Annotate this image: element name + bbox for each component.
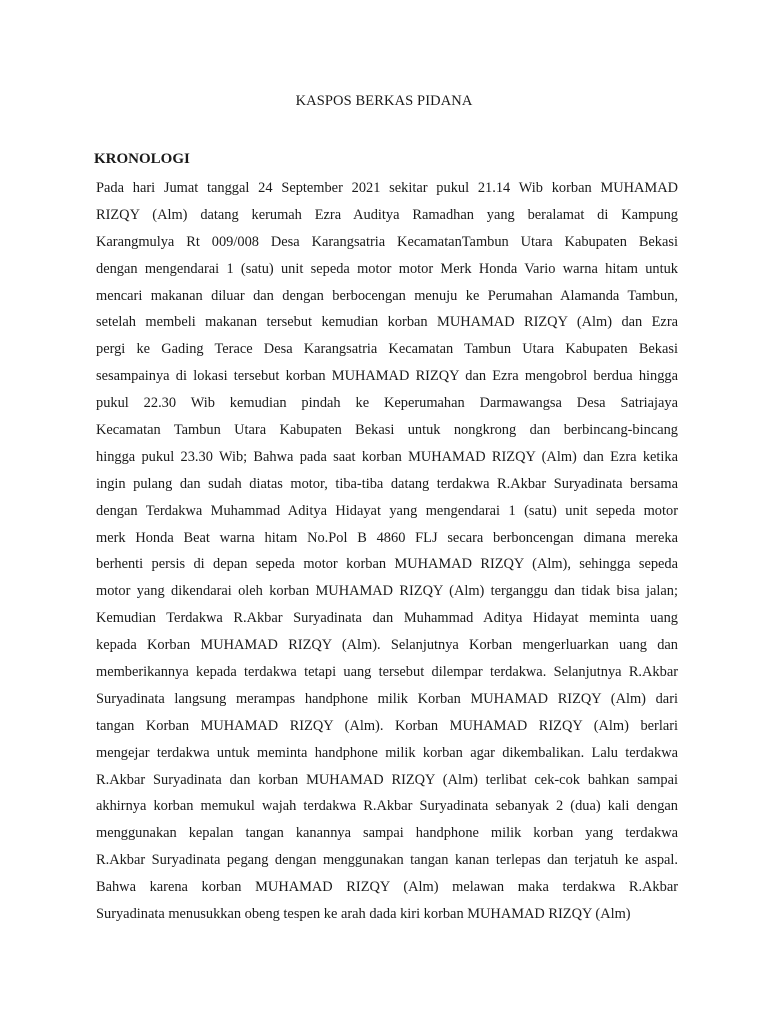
paragraph-line: memberikannya kepada terdakwa tetapi uang tersebut dilempar terdakwa. Selanjutnya R.Akbar [96,664,678,681]
paragraph-line: hingga pukul 23.30 Wib; Bahwa pada saat korban MUHAMAD RIZQY (Alm) dan Ezra ketika [96,448,678,465]
paragraph-line: menggunakan kepalan tangan kanannya sampai handphone milik korban yang terdakwa [96,825,678,842]
paragraph-line: mencari makanan diluar dan dengan berbocengan menuju ke Perumahan Alamanda Tambun, [96,287,678,304]
paragraph-line: Bahwa karena korban MUHAMAD RIZQY (Alm) melawan maka terdakwa R.Akbar [96,879,678,896]
paragraph-line: Kecamatan Tambun Utara Kabupaten Bekasi untuk nongkrong dan berbincang-bincang [96,422,678,439]
paragraph-line: mengejar terdakwa untuk meminta handphone milik korban agar dikembalikan. Lalu terdakwa [96,744,678,761]
paragraph-line: RIZQY (Alm) datang kerumah Ezra Auditya Ramadhan yang beralamat di Kampung [96,206,678,223]
paragraph-line: berhenti persis di depan sepeda motor korban MUHAMAD RIZQY (Alm), sehingga sepeda [96,556,678,573]
paragraph-line: merk Honda Beat warna hitam No.Pol B 4860 FLJ secara berboncengan dimana mereka [96,529,678,546]
paragraph-line: Kemudian Terdakwa R.Akbar Suryadinata dan Muhammad Aditya Hidayat meminta uang [96,610,678,627]
paragraph-line: tangan Korban MUHAMAD RIZQY (Alm). Korban MUHAMAD RIZQY (Alm) berlari [96,717,678,734]
paragraph-line: motor yang dikendarai oleh korban MUHAMAD RIZQY (Alm) terganggu dan tidak bisa jalan; [96,583,678,600]
paragraph-line: setelah membeli makanan tersebut kemudian korban MUHAMAD RIZQY (Alm) dan Ezra [96,314,678,331]
paragraph-line: Karangmulya Rt 009/008 Desa Karangsatria KecamatanTambun Utara Kabupaten Bekasi [96,233,678,250]
paragraph-line: R.Akbar Suryadinata pegang dengan menggunakan tangan kanan terlepas dan terjatuh ke aspal. [96,852,678,869]
paragraph-line: Suryadinata langsung merampas handphone milik Korban MUHAMAD RIZQY (Alm) dari [96,690,678,707]
paragraph-line: sesampainya di lokasi tersebut korban MUHAMAD RIZQY dan Ezra mengobrol berdua hingga [96,368,678,385]
paragraph-line: akhirnya korban memukul wajah terdakwa R.Akbar Suryadinata sebanyak 2 (dua) kali dengan [96,798,678,815]
paragraph-line: dengan Terdakwa Muhammad Aditya Hidayat yang mengendarai 1 (satu) unit sepeda motor [96,502,678,519]
body-paragraph [96,178,678,931]
paragraph-line: R.Akbar Suryadinata dan korban MUHAMAD RIZQY (Alm) terlibat cek-cok bahkan sampai [96,771,678,788]
paragraph-line: pukul 22.30 Wib kemudian pindah ke Keperumahan Darmawangsa Desa Satriajaya [96,395,678,412]
paragraph-line: Pada hari Jumat tanggal 24 September 2021 sekitar pukul 21.14 Wib korban MUHAMAD [96,180,678,196]
paragraph-line: ingin pulang dan sudah diatas motor, tiba-tiba datang terdakwa R.Akbar Suryadinata bersama [96,475,678,492]
document-title: KASPOS BERKAS PIDANA [295,93,473,109]
paragraph-line: Suryadinata menusukkan obeng tespen ke arah dada kiri korban MUHAMAD RIZQY (Alm) [96,906,631,923]
paragraph-line: dengan mengendarai 1 (satu) unit sepeda motor motor Merk Honda Vario warna hitam untuk [96,260,678,277]
paragraph-line: kepada Korban MUHAMAD RIZQY (Alm). Selanjutnya Korban mengerluarkan uang dan [96,637,678,654]
section-heading-kronologi: KRONOLOGI [94,151,190,167]
paragraph-line: pergi ke Gading Terace Desa Karangsatria Kecamatan Tambun Utara Kabupaten Bekasi [96,341,678,358]
